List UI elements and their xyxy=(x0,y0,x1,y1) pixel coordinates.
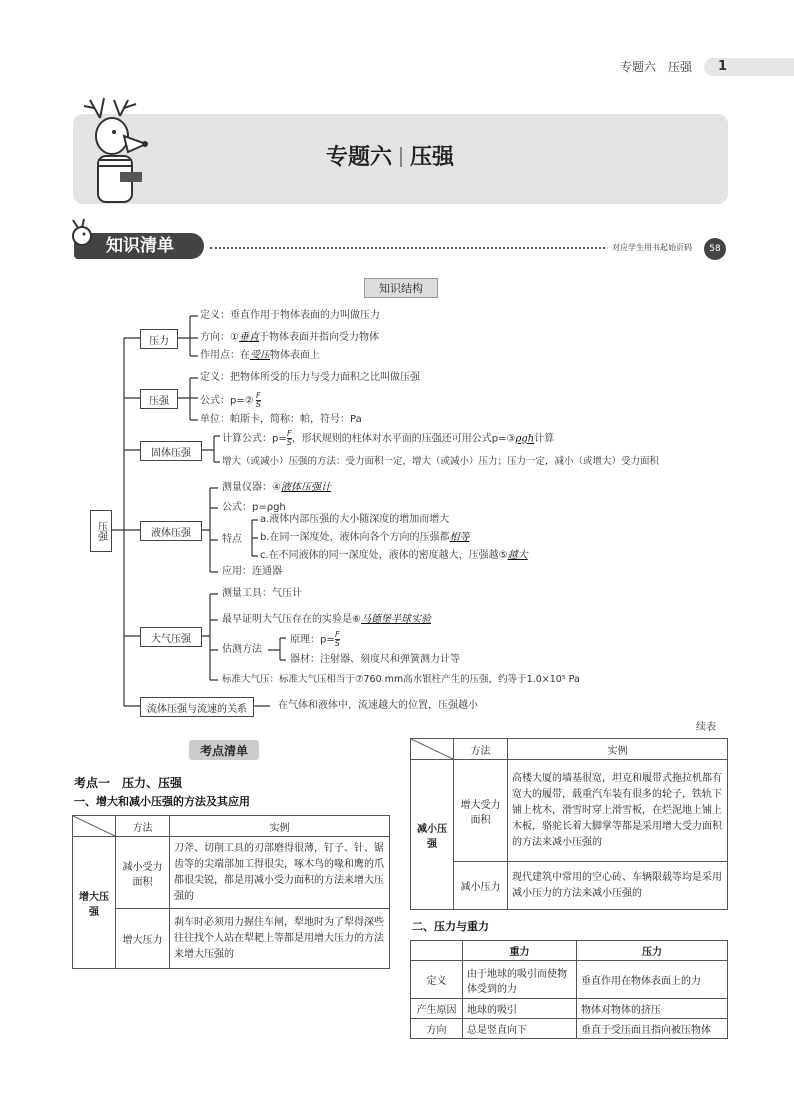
section-right-text: 对应学生用书起始页码 xyxy=(612,243,692,252)
table3-gravity-cell: 地球的吸引 xyxy=(463,999,577,1019)
table1-method: 减小受力面积 xyxy=(116,837,170,909)
liquid-feature-c: c.在不同液体的同一深度处，液体的密度越大，压强越⑤越大 xyxy=(260,550,528,561)
pressure-formula: 公式：p=② $\frac{F}{S}$ xyxy=(200,391,261,409)
table3-row-label: 方向 xyxy=(411,1019,463,1039)
solid-calc-formula: 计算公式：p= $\frac{F}{S}$ ，形状规则的柱体对水平面的压强还可用公式p=③ρgh计算 xyxy=(222,429,555,447)
continued-label: 续表 xyxy=(696,722,716,733)
node-liquid-pressure: 液体压强 xyxy=(140,521,202,541)
liquid-feature-b: b.在同一深度处，液体向各个方向的压强都相等 xyxy=(260,532,470,543)
table2-example: 现代建筑中常用的空心砖、车辆限载等均是采用减小压力的方法来减小压强的 xyxy=(508,862,728,910)
pressure-definition: 定义：把物体所受的压力与受力面积之比叫做压强 xyxy=(200,372,420,383)
table3-header-gravity: 重力 xyxy=(463,941,577,961)
atmosphere-equipment: 器材：注射器、刻度尺和弹簧测力计等 xyxy=(290,654,460,665)
node-pressure-force: 压力 xyxy=(140,329,178,349)
table1-header-example: 实例 xyxy=(170,816,390,837)
table2-header-example: 实例 xyxy=(508,739,728,760)
node-fluid-pressure: 流体压强与流速的关系 xyxy=(140,697,254,717)
table-gravity-vs-pressure xyxy=(410,940,728,1039)
table1-diagonal-corner xyxy=(73,816,116,837)
table1-header-method: 方法 xyxy=(116,816,170,837)
table-increase-pressure xyxy=(72,815,390,969)
table1-example: 刀斧、切削工具的刃部磨得很薄，钉子、针、锯齿等的尖端部加工得很尖，啄木鸟的喙和鹰的爪都很尖锐，都是用减小受力面积的方法来增大压强的 xyxy=(170,837,390,909)
running-title: 专题六 压强 xyxy=(620,60,693,74)
table2-method: 减小压力 xyxy=(454,862,508,910)
knowledge-structure-label: 知识结构 xyxy=(364,278,438,298)
table2-example: 高楼大厦的墙基很宽，坦克和履带式拖拉机都有宽大的履带，载重汽车装有很多的轮子，铁轨下铺上枕木，滑雪时穿上滑雪板，在烂泥地上铺上木板，骆驼长着大脚掌等都是采用增大受力面积的方法来减小压强的 xyxy=(508,760,728,862)
banner-title-b: 压强 xyxy=(410,145,455,170)
root-node-pressure: 压强 xyxy=(90,510,112,552)
node-atmospheric-pressure: 大气压强 xyxy=(140,627,202,647)
solid-change-method: 增大（或减小）压强的方法：受力面积一定，增大（或减小）压力；压力一定，减小（或增大）受力面积 xyxy=(222,456,660,467)
liquid-feature-a: a.液体内部压强的大小随深度的增加而增大 xyxy=(260,514,450,525)
liquid-formula: 公式：p=ρgh xyxy=(222,502,286,513)
table2-header-method: 方法 xyxy=(454,739,508,760)
force-acting-point: 作用点：在受压物体表面上 xyxy=(200,350,320,361)
table2-group-label: 减小压强 xyxy=(411,760,454,910)
pressure-unit: 单位：帕斯卡，简称：帕，符号：Pa xyxy=(200,414,362,425)
liquid-application: 应用：连通器 xyxy=(222,566,282,577)
table-decrease-pressure xyxy=(410,738,728,910)
table3-row-label: 定义 xyxy=(411,961,463,999)
table1-group-label: 增大压强 xyxy=(73,837,116,969)
atmosphere-proof: 最早证明大气压存在的实验是⑥马德堡半球实验 xyxy=(222,614,431,625)
table2-method: 增大受力面积 xyxy=(454,760,508,862)
node-solid-pressure: 固体压强 xyxy=(140,441,202,461)
section-label: 知识清单 xyxy=(106,236,174,256)
table3-pressure-cell: 垂直于受压面且指向被压物体 xyxy=(577,1019,728,1039)
kaodian-title: 考点一 压力、压强 xyxy=(74,776,183,790)
table3-header-empty xyxy=(411,941,463,961)
exam-points-label: 考点清单 xyxy=(189,740,259,760)
table1-example: 刹车时必须用力握住车闸，犁地时为了犁得深些往往找个人站在犁耙上等都是用增大压力的方法来增大压强的 xyxy=(170,909,390,969)
liquid-instrument: 测量仪器：④液体压强计 xyxy=(222,482,331,493)
table3-pressure-cell: 物体对物体的挤压 xyxy=(577,999,728,1019)
force-direction: 方向：①垂直于物体表面并指向受力物体 xyxy=(200,332,379,343)
banner-title-a: 专题六 xyxy=(326,145,393,170)
table3-header-pressure: 压力 xyxy=(577,941,728,961)
node-pressure: 压强 xyxy=(140,389,178,409)
table3-gravity-cell: 由于地球的吸引而使物体受到的力 xyxy=(463,961,577,999)
atmosphere-tool: 测量工具：气压计 xyxy=(222,588,302,599)
atmosphere-principle: 原理：p= $\frac{F}{S}$ xyxy=(290,630,340,648)
table2-diagonal-corner xyxy=(411,739,454,760)
subsection-1-title: 一、增大和减小压强的方法及其应用 xyxy=(74,795,250,808)
table3-pressure-cell: 垂直作用在物体表面上的力 xyxy=(577,961,728,999)
table3-gravity-cell: 总是竖直向下 xyxy=(463,1019,577,1039)
fluid-relation-text: 在气体和液体中，流速越大的位置，压强越小 xyxy=(278,700,478,711)
page-ref-badge: 58 xyxy=(704,238,726,260)
table3-row-label: 产生原因 xyxy=(411,999,463,1019)
force-definition: 定义：垂直作用于物体表面的力叫做压力 xyxy=(200,310,380,321)
atmosphere-measure-label: 估测方法 xyxy=(222,644,262,655)
table1-method: 增大压力 xyxy=(116,909,170,969)
liquid-features-label: 特点 xyxy=(222,534,242,545)
subsection-2-title: 二、压力与重力 xyxy=(412,920,489,933)
page-number: 1 xyxy=(718,59,728,74)
fraction-f-over-s: $\frac{F}{S}$ xyxy=(255,391,261,409)
atmosphere-standard: 标准大气压：标准大气压相当于⑦760 mm高水银柱产生的压强，约等于1.0×10⁵ Pa xyxy=(222,674,580,685)
